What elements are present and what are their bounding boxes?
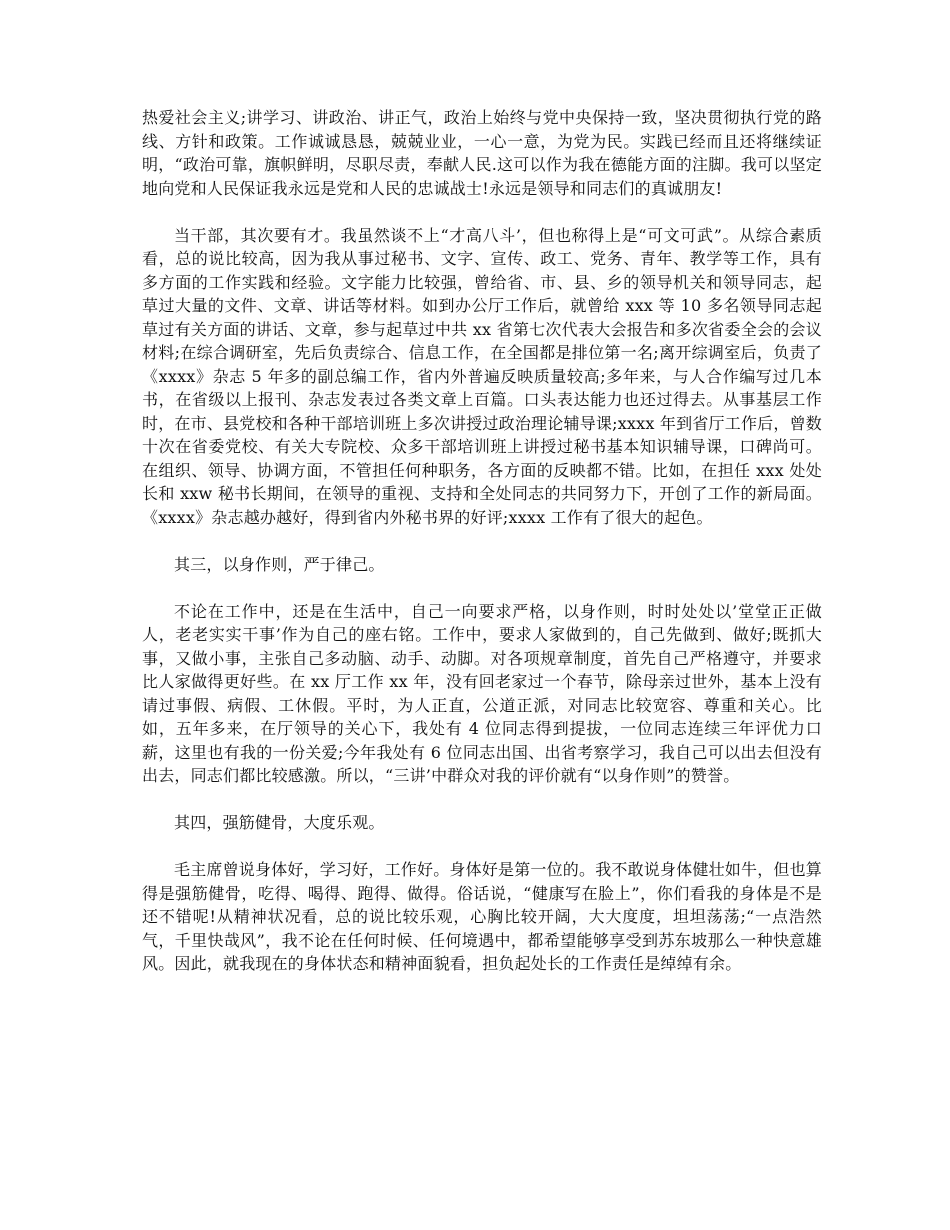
document-body (142, 106, 822, 999)
paragraph-talent: 当干部，其次要有才。我虽然谈不上“才高八斗’，但也称得上是“可文可武”。从综合素质看，总的说比较高，因为我从事过秘书、文字、宣传、政工、党务、青年、教学等工作，具有多方面的工作实践和经验。文字能力比较强，曾给省、市、县、乡的领导机关和领导同志，起草过大量的文件、文章、讲话等材料。如到办公厅工作后，就曾给 xxx 等 10 多名领导同志起草过有关方面的讲话、文章，参与起草过中共 xx 省第七次代表大会报告和多次省委全会的会议材料;在综合调研室，先后负责综合、信息工作，在全国都是排位第一名;离开综调室后，负责了《xxxx》杂志 5 年多的副总编工作，省内外普遍反映质量较高;多年来，与人合作编写过几本书，在省级以上报刊、杂志发表过各类文章上百篇。口头表达能力也还过得去。从事基层工作时，在市、县党校和各种干部培训班上多次讲授过政治理论辅导课;xxxx 年到省厅工作后，曾数十次在省委党校、有关大专院校、众多干部培训班上讲授过秘书基本知识辅导课，口碑尚可。在组织、领导、协调方面，不管担任何种职务，各方面的反映都不错。比如，在担任 xxx 处处长和 xxw 秘书长期间，在领导的重视、支持和全处同志的共同努力下，开创了工作的新局面。《xxxx》杂志越办越好，得到省内外秘书界的好评;xxxx 工作有了很大的起色。 (142, 225, 822, 527)
heading-self-discipline: 其三，以身作则，严于律己。 (174, 554, 385, 574)
paragraph-health: 毛主席曾说身体好，学习好，工作好。身体好是第一位的。我不敢说身体健壮如牛，但也算得是强筋健骨，吃得、喝得、跑得、做得。俗话说，“健康写在脸上”，你们看我的身体是不是还不错呢!从精神状况看，总的说比较乐观，心胸比较开阔，大大度度，坦坦荡荡;“一点浩然气，千里快哉风”，我不论在任何时候、任何境遇中，都希望能够享受到苏东坡那么一种快意雄风。因此，就我现在的身体状态和精神面貌看，担负起处长的工作责任是绰绰有余。 (142, 860, 823, 973)
paragraph-self-discipline: 不论在工作中，还是在生活中，自己一向要求严格，以身作则，时时处处以’堂堂正正做人，老老实实干事’作为自己的座右铭。工作中，要求人家做到的，自己先做到、做好;既抓大事，又做小事，主张自己多动脑、动手、动脚。对各项规章制度，首先自己严格遵守，并要求比人家做得更好些。在 xx 厅工作 xx 年，没有回老家过一个春节，除母亲过世外，基本上没有请过事假、病假、工休假。平时，为人正直，公道正派，对同志比较宽容、尊重和关心。比如，五年多来，在厅领导的关心下，我处有 4 位同志得到提拔，一位同志连续三年评优力口薪，这里也有我的一份关爱;今年我处有 6 位同志出国、出省考察学习，我自己可以出去但没有出去，同志们都比较感激。所以，“三讲’中群众对我的评价就有“以身作则”的赞誉。 (142, 601, 822, 785)
heading-health: 其四，强筋健骨，大度乐观。 (174, 813, 385, 832)
paragraph-loyalty: 热爱社会主义;讲学习、讲政治、讲正气，政治上始终与党中央保持一致，坚决贯彻执行党的路线、方针和政策。工作诚诚恳恳，兢兢业业，一心一意，为党为民。实践已经而且还将继续证明，“政治可靠，旗帜鲜明，尽职尽责，奉献人民.这可以作为我在德能方面的注脚。我可以坚定地向党和人民保证我永远是党和人民的忠诚战士!永远是领导和同志们的真诚朋友! (142, 108, 822, 198)
